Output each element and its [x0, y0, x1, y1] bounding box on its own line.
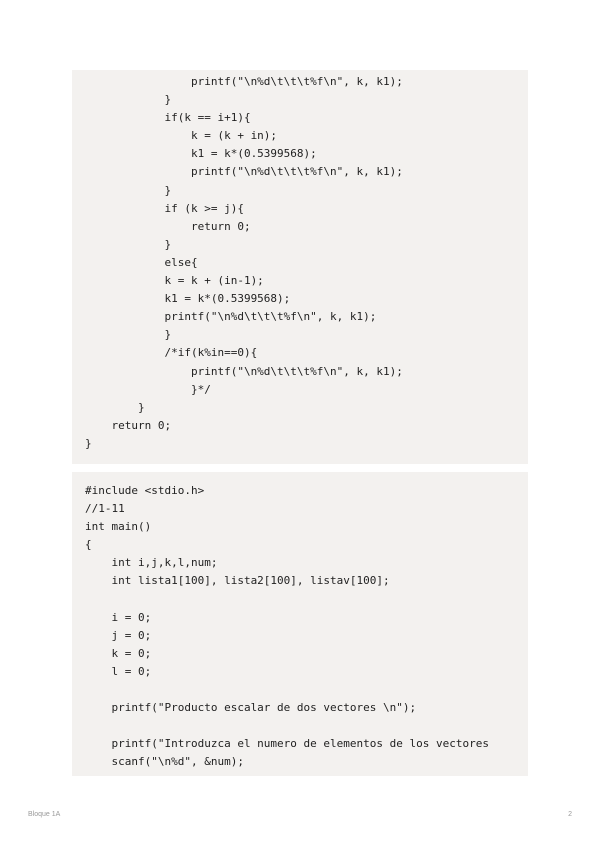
code-line: int lista1[100], lista2[100], listav[100];	[85, 574, 390, 588]
code-line: return 0;	[85, 418, 172, 432]
code-line: else{	[85, 255, 198, 269]
code-line: int i,j,k,l,num;	[85, 556, 218, 570]
code-line: }*/	[85, 382, 211, 396]
code-line: printf("\n%d\t\t\t%f\n", k, k1);	[85, 364, 403, 378]
code-line: k = k + (in-1);	[85, 274, 264, 288]
code-block-1	[72, 70, 528, 464]
code-line	[72, 591, 528, 609]
code-line: /*if(k%in==0){	[85, 346, 258, 360]
code-line: }	[85, 436, 92, 450]
code-line: }	[85, 93, 172, 107]
code-line: l = 0;	[85, 664, 152, 678]
code-line: i = 0;	[85, 610, 152, 624]
page-number: 2	[568, 811, 572, 818]
footer-section-label: Bloque 1A	[28, 811, 61, 818]
code-line: int main()	[85, 520, 152, 534]
code-line	[72, 717, 528, 735]
code-line: #include <stdio.h>	[85, 484, 205, 497]
code-line: }	[85, 183, 172, 197]
code-line: }	[85, 237, 172, 251]
code-line: scanf("\n%d", &num);	[85, 755, 244, 769]
code-line: k = 0;	[85, 646, 152, 660]
code-line: printf("\n%d\t\t\t%f\n", k, k1);	[85, 165, 403, 179]
code-line: k = (k + in);	[85, 129, 278, 143]
code-line: k1 = k*(0.5399568);	[85, 147, 317, 161]
code-line: if (k >= j){	[85, 201, 244, 215]
code-line: printf("\n%d\t\t\t%f\n", k, k1);	[85, 75, 403, 88]
code-line: {	[85, 538, 92, 552]
code-line: printf("Introduzca el numero de elementos de los vectores	[85, 737, 489, 751]
code-block-2	[72, 472, 528, 776]
code-line: printf("Producto escalar de dos vectores \n");	[85, 701, 417, 715]
code-line: k1 = k*(0.5399568);	[85, 292, 291, 306]
code-line: printf("\n%d\t\t\t%f\n", k, k1);	[85, 310, 377, 324]
code-line: return 0;	[85, 219, 251, 233]
code-line: }	[85, 400, 145, 414]
code-line: if(k == i+1){	[85, 111, 251, 125]
code-line: //1-11	[85, 502, 125, 516]
code-line	[72, 681, 528, 699]
code-line: j = 0;	[85, 628, 152, 642]
code-line: }	[85, 328, 172, 342]
